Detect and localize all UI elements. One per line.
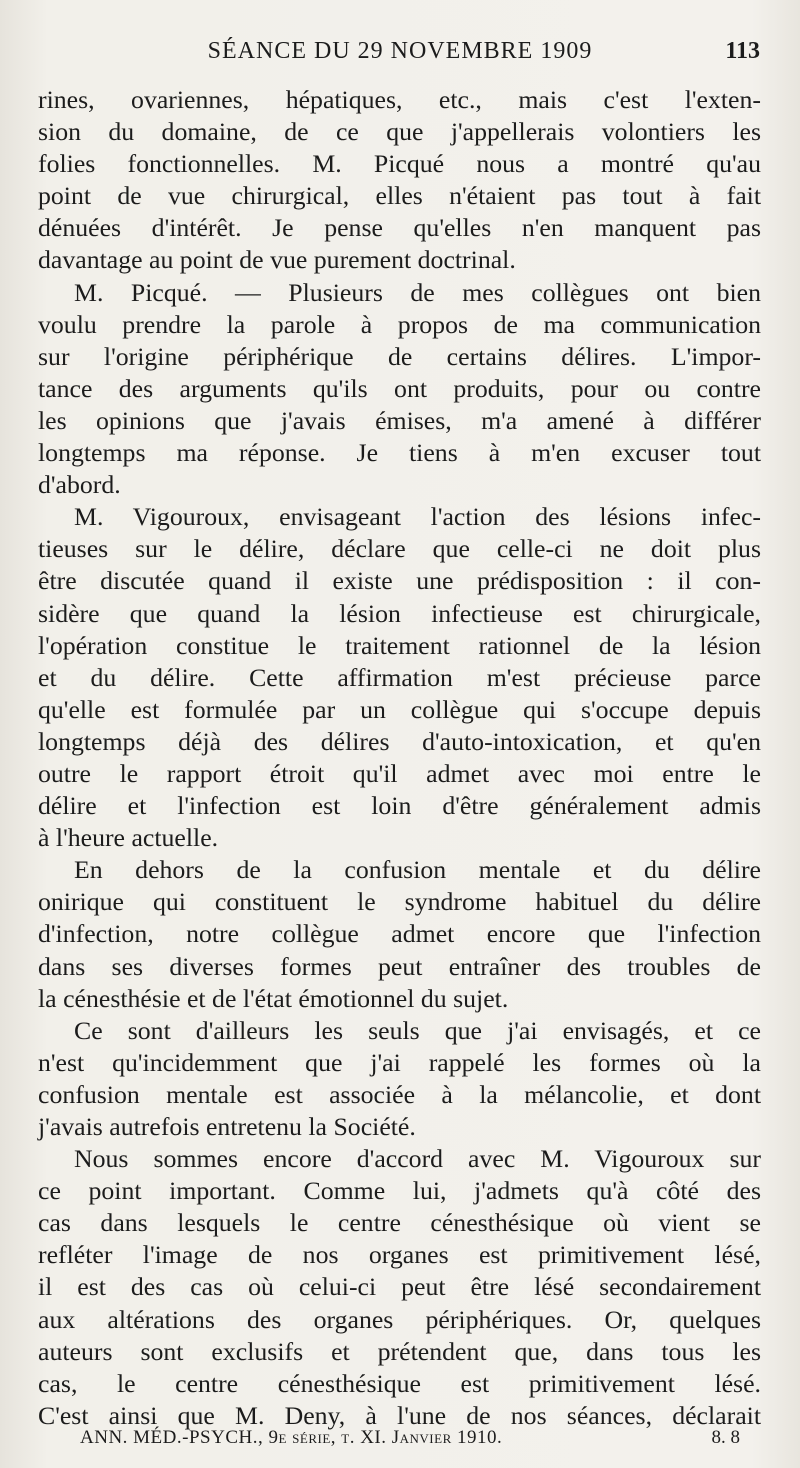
text-line: n'est qu'incidemment que j'ai rappelé les formes où la bbox=[38, 1047, 761, 1077]
text-line: sur l'origine périphérique de certains délires. L'impor- bbox=[38, 341, 761, 371]
text-line: qu'elle est formulée par un collègue qui s'occupe depuis bbox=[38, 694, 761, 724]
text-line: En dehors de la confusion mentale et du délire bbox=[74, 855, 761, 885]
text-line: les opinions que j'avais émises, m'a amené à différer bbox=[38, 405, 761, 435]
text-line: sion du domaine, de ce que j'appellerais volontiers les bbox=[38, 117, 761, 147]
text-line: longtemps ma réponse. Je tiens à m'en excuser tout bbox=[38, 438, 761, 468]
text-line: cas dans lesquels le centre cénesthésique où vient se bbox=[38, 1208, 761, 1238]
text-line: la cénesthésie et de l'état émotionnel du sujet. bbox=[38, 983, 509, 1013]
text-line: l'opération constitue le traitement rationnel de la lésion bbox=[38, 630, 761, 660]
text-line: rines, ovariennes, hépatiques, etc., mais c'est l'exten- bbox=[38, 85, 761, 114]
text-line: délire et l'infection est loin d'être généralement admis bbox=[38, 791, 761, 821]
text-line: d'infection, notre collègue admet encore que l'infection bbox=[38, 919, 761, 949]
text-line: ce point important. Comme lui, j'admets qu'à côté des bbox=[38, 1176, 761, 1206]
text-line: tance des arguments qu'ils ont produits, pour ou contre bbox=[38, 373, 761, 403]
text-line: auteurs sont exclusifs et prétendent que, dans tous les bbox=[38, 1336, 761, 1366]
body-text bbox=[38, 84, 761, 1432]
text-line: et du délire. Cette affirmation m'est précieuse parce bbox=[38, 662, 761, 692]
text-line: Ce sont d'ailleurs les seuls que j'ai envisagés, et ce bbox=[74, 1015, 761, 1045]
text-line: outre le rapport étroit qu'il admet avec moi entre le bbox=[38, 758, 761, 788]
text-line: longtemps déjà des délires d'auto-intoxication, et qu'en bbox=[38, 726, 761, 756]
text-line: il est des cas où celui-ci peut être lésé secondairement bbox=[38, 1272, 761, 1302]
text-line: folies fonctionnelles. M. Picqué nous a montré qu'au bbox=[38, 149, 761, 179]
page-footer bbox=[80, 1427, 740, 1455]
text-line: d'abord. bbox=[38, 470, 121, 500]
text-line: onirique qui constituent le syndrome habituel du délire bbox=[38, 887, 761, 917]
text-line: être discutée quand il existe une prédisposition : il con- bbox=[38, 566, 761, 596]
text-line: sidère que quand la lésion infectieuse est chirurgicale, bbox=[38, 598, 761, 628]
running-head: SÉANCE DU 29 NOVEMBRE 1909 bbox=[207, 38, 593, 64]
page-number: 113 bbox=[725, 38, 760, 64]
text-line: Nous sommes encore d'accord avec M. Vigouroux sur bbox=[74, 1144, 761, 1174]
text-line: cas, le centre cénesthésique est primitivement lésé. bbox=[38, 1368, 761, 1398]
text-line: aux altérations des organes périphériques. Or, quelques bbox=[38, 1304, 761, 1334]
text-line: confusion mentale est associée à la mélancolie, et dont bbox=[38, 1079, 761, 1109]
text-line: C'est ainsi que M. Deny, à l'une de nos séances, déclarait bbox=[38, 1400, 761, 1430]
text-line: M. Vigouroux, envisageant l'action des lésions infec- bbox=[74, 502, 761, 532]
text-line: dénuées d'intérêt. Je pense qu'elles n'en manquent pas bbox=[38, 213, 761, 243]
text-line: refléter l'image de nos organes est primitivement lésé, bbox=[38, 1240, 761, 1270]
text-line: davantage au point de vue purement doctrinal. bbox=[38, 245, 516, 275]
text-line: M. Picqué. — Plusieurs de mes collègues ont bien bbox=[74, 277, 761, 307]
sheet-signature: 8. 8 bbox=[711, 1427, 740, 1448]
text-line: tieuses sur le délire, déclare que celle-ci ne doit plus bbox=[38, 534, 761, 564]
text-line: point de vue chirurgical, elles n'étaient pas tout à fait bbox=[38, 181, 761, 211]
text-line: j'avais autrefois entretenu la Société. bbox=[38, 1112, 416, 1141]
journal-signature: ANN. MÉD.-PSYCH., 9e série, t. XI. Janvier 1910. bbox=[80, 1427, 503, 1448]
page-header bbox=[40, 38, 760, 70]
text-line: à l'heure actuelle. bbox=[38, 823, 219, 853]
text-line: voulu prendre la parole à propos de ma communication bbox=[38, 309, 761, 339]
text-line: dans ses diverses formes peut entraîner des troubles de bbox=[38, 951, 761, 981]
